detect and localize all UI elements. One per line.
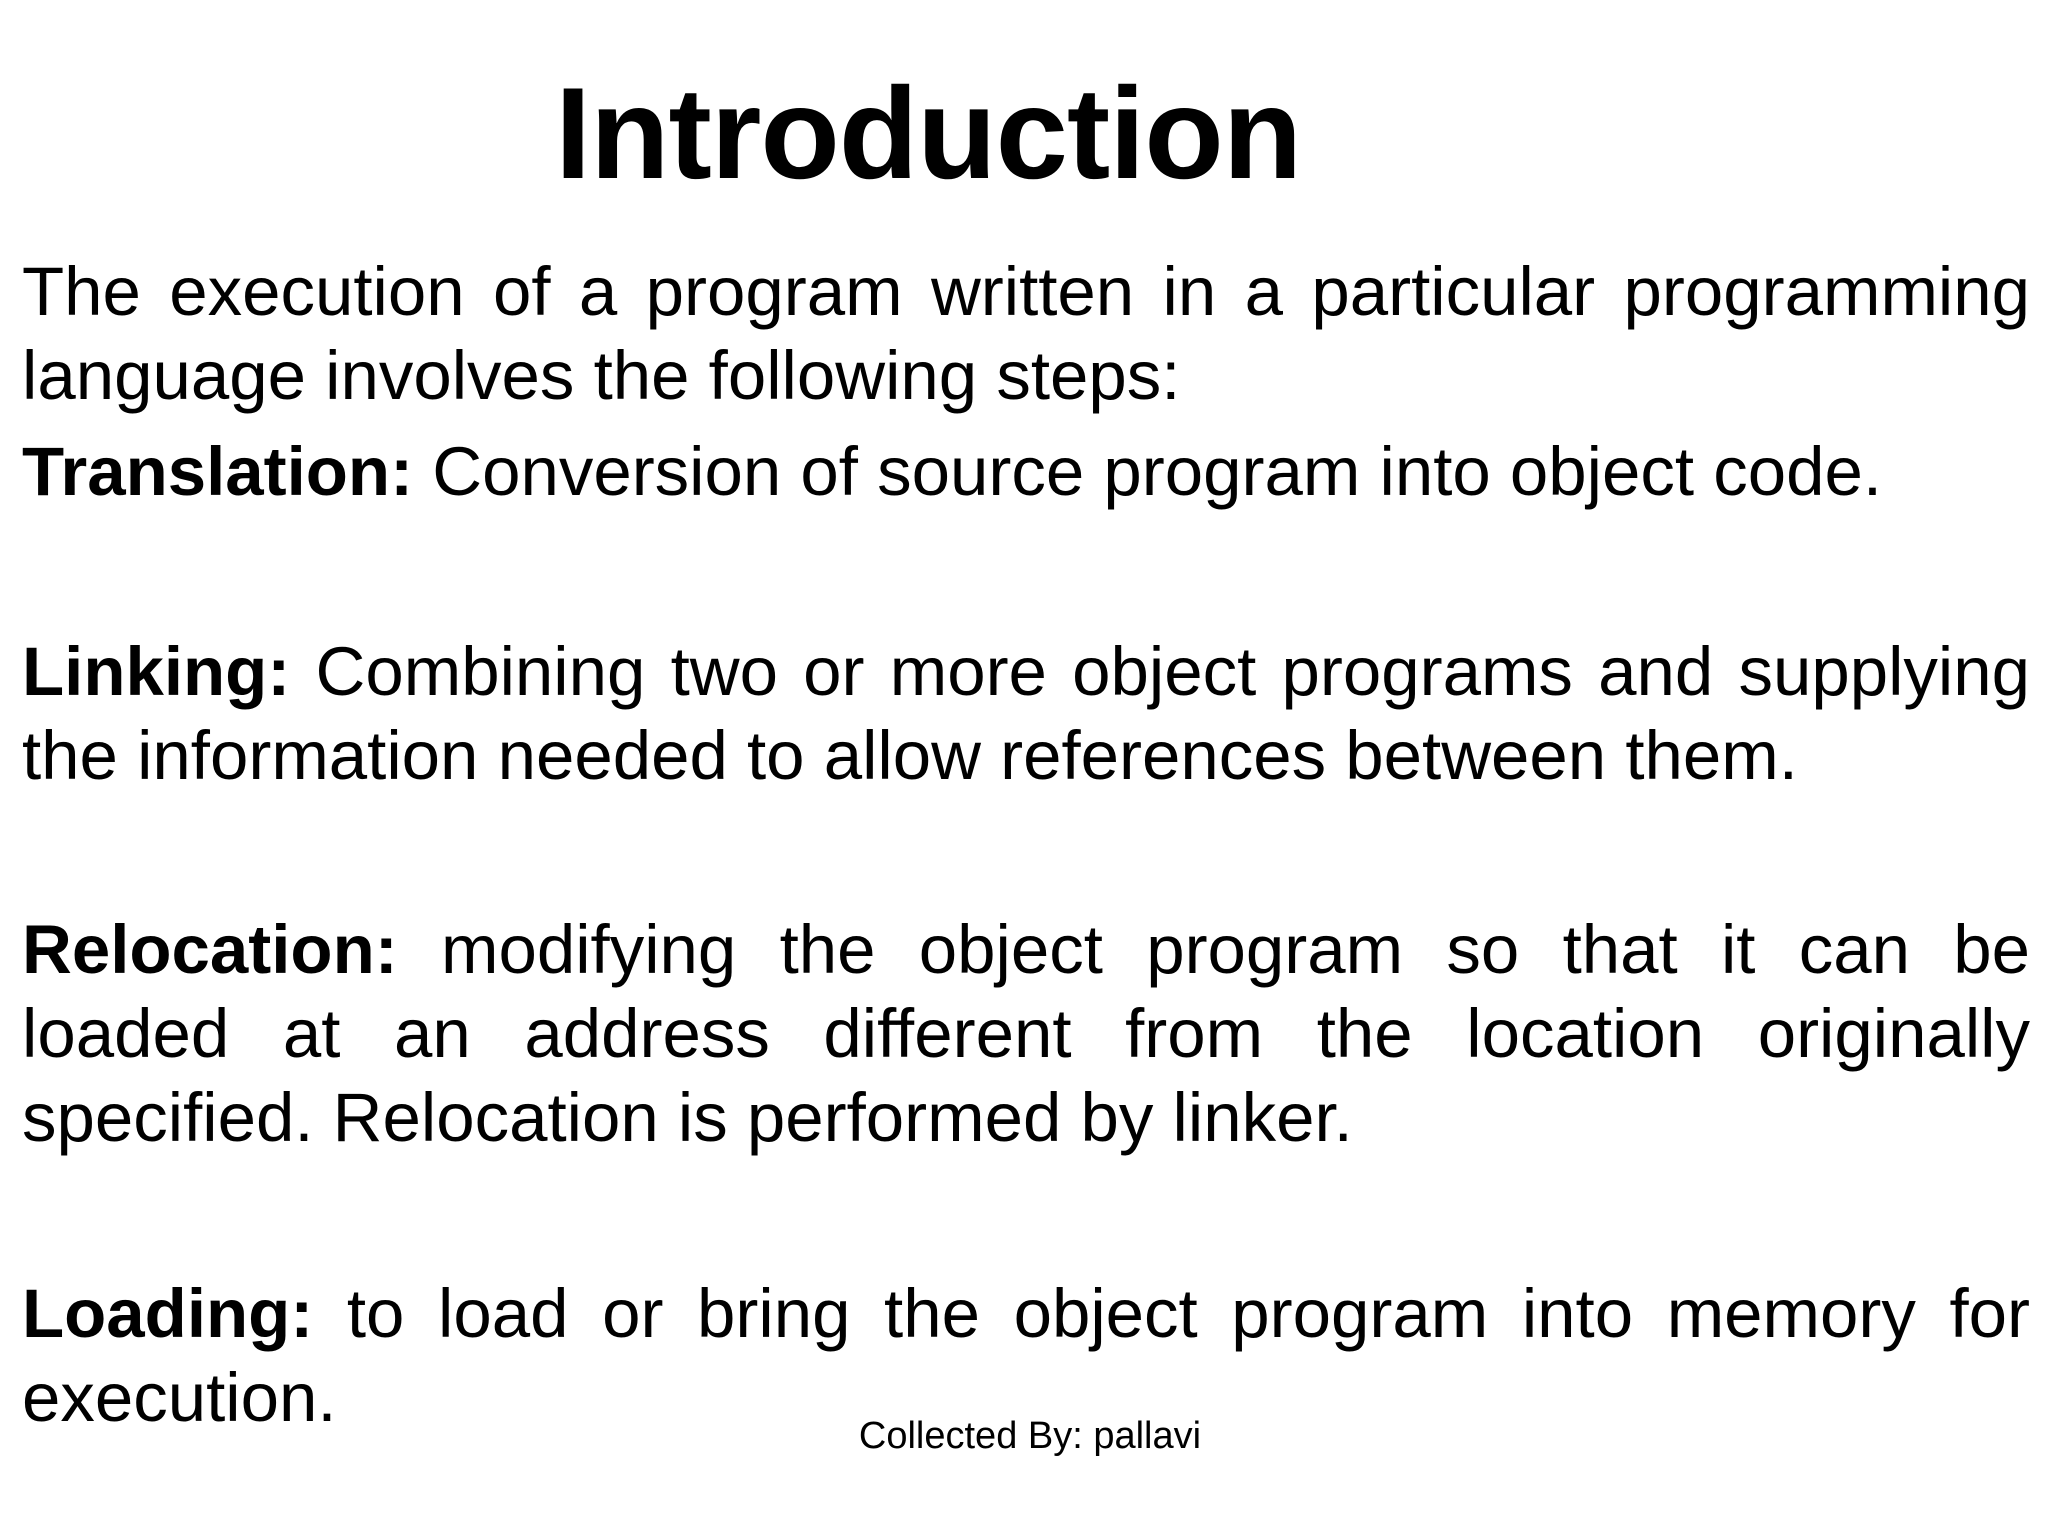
- step-term: Loading:: [22, 1275, 314, 1352]
- step-term: Translation:: [22, 433, 414, 510]
- step-description: Conversion of source program into object code.: [432, 433, 1883, 510]
- slide-title: Introduction: [555, 60, 1302, 206]
- step-relocation: [22, 908, 2030, 1160]
- step-description: modifying the object program so that it can be loaded at an address different from the location originally specified. Relocation is performed by linker.: [22, 911, 2031, 1156]
- step-description: Combining two or more object programs and supplying the information needed to allow references between them.: [22, 633, 2031, 794]
- step-linking: [22, 630, 2030, 798]
- intro-paragraph: The execution of a program written in a particular programming language involves the following steps:: [22, 253, 2030, 414]
- step-description: to load or bring the object program into memory for execution.: [22, 1275, 2030, 1436]
- step-term: Relocation:: [22, 911, 398, 988]
- footer-credit: Collected By: pallavi: [858, 1415, 1202, 1457]
- step-term: Linking:: [22, 633, 291, 710]
- step-translation: [22, 430, 2030, 514]
